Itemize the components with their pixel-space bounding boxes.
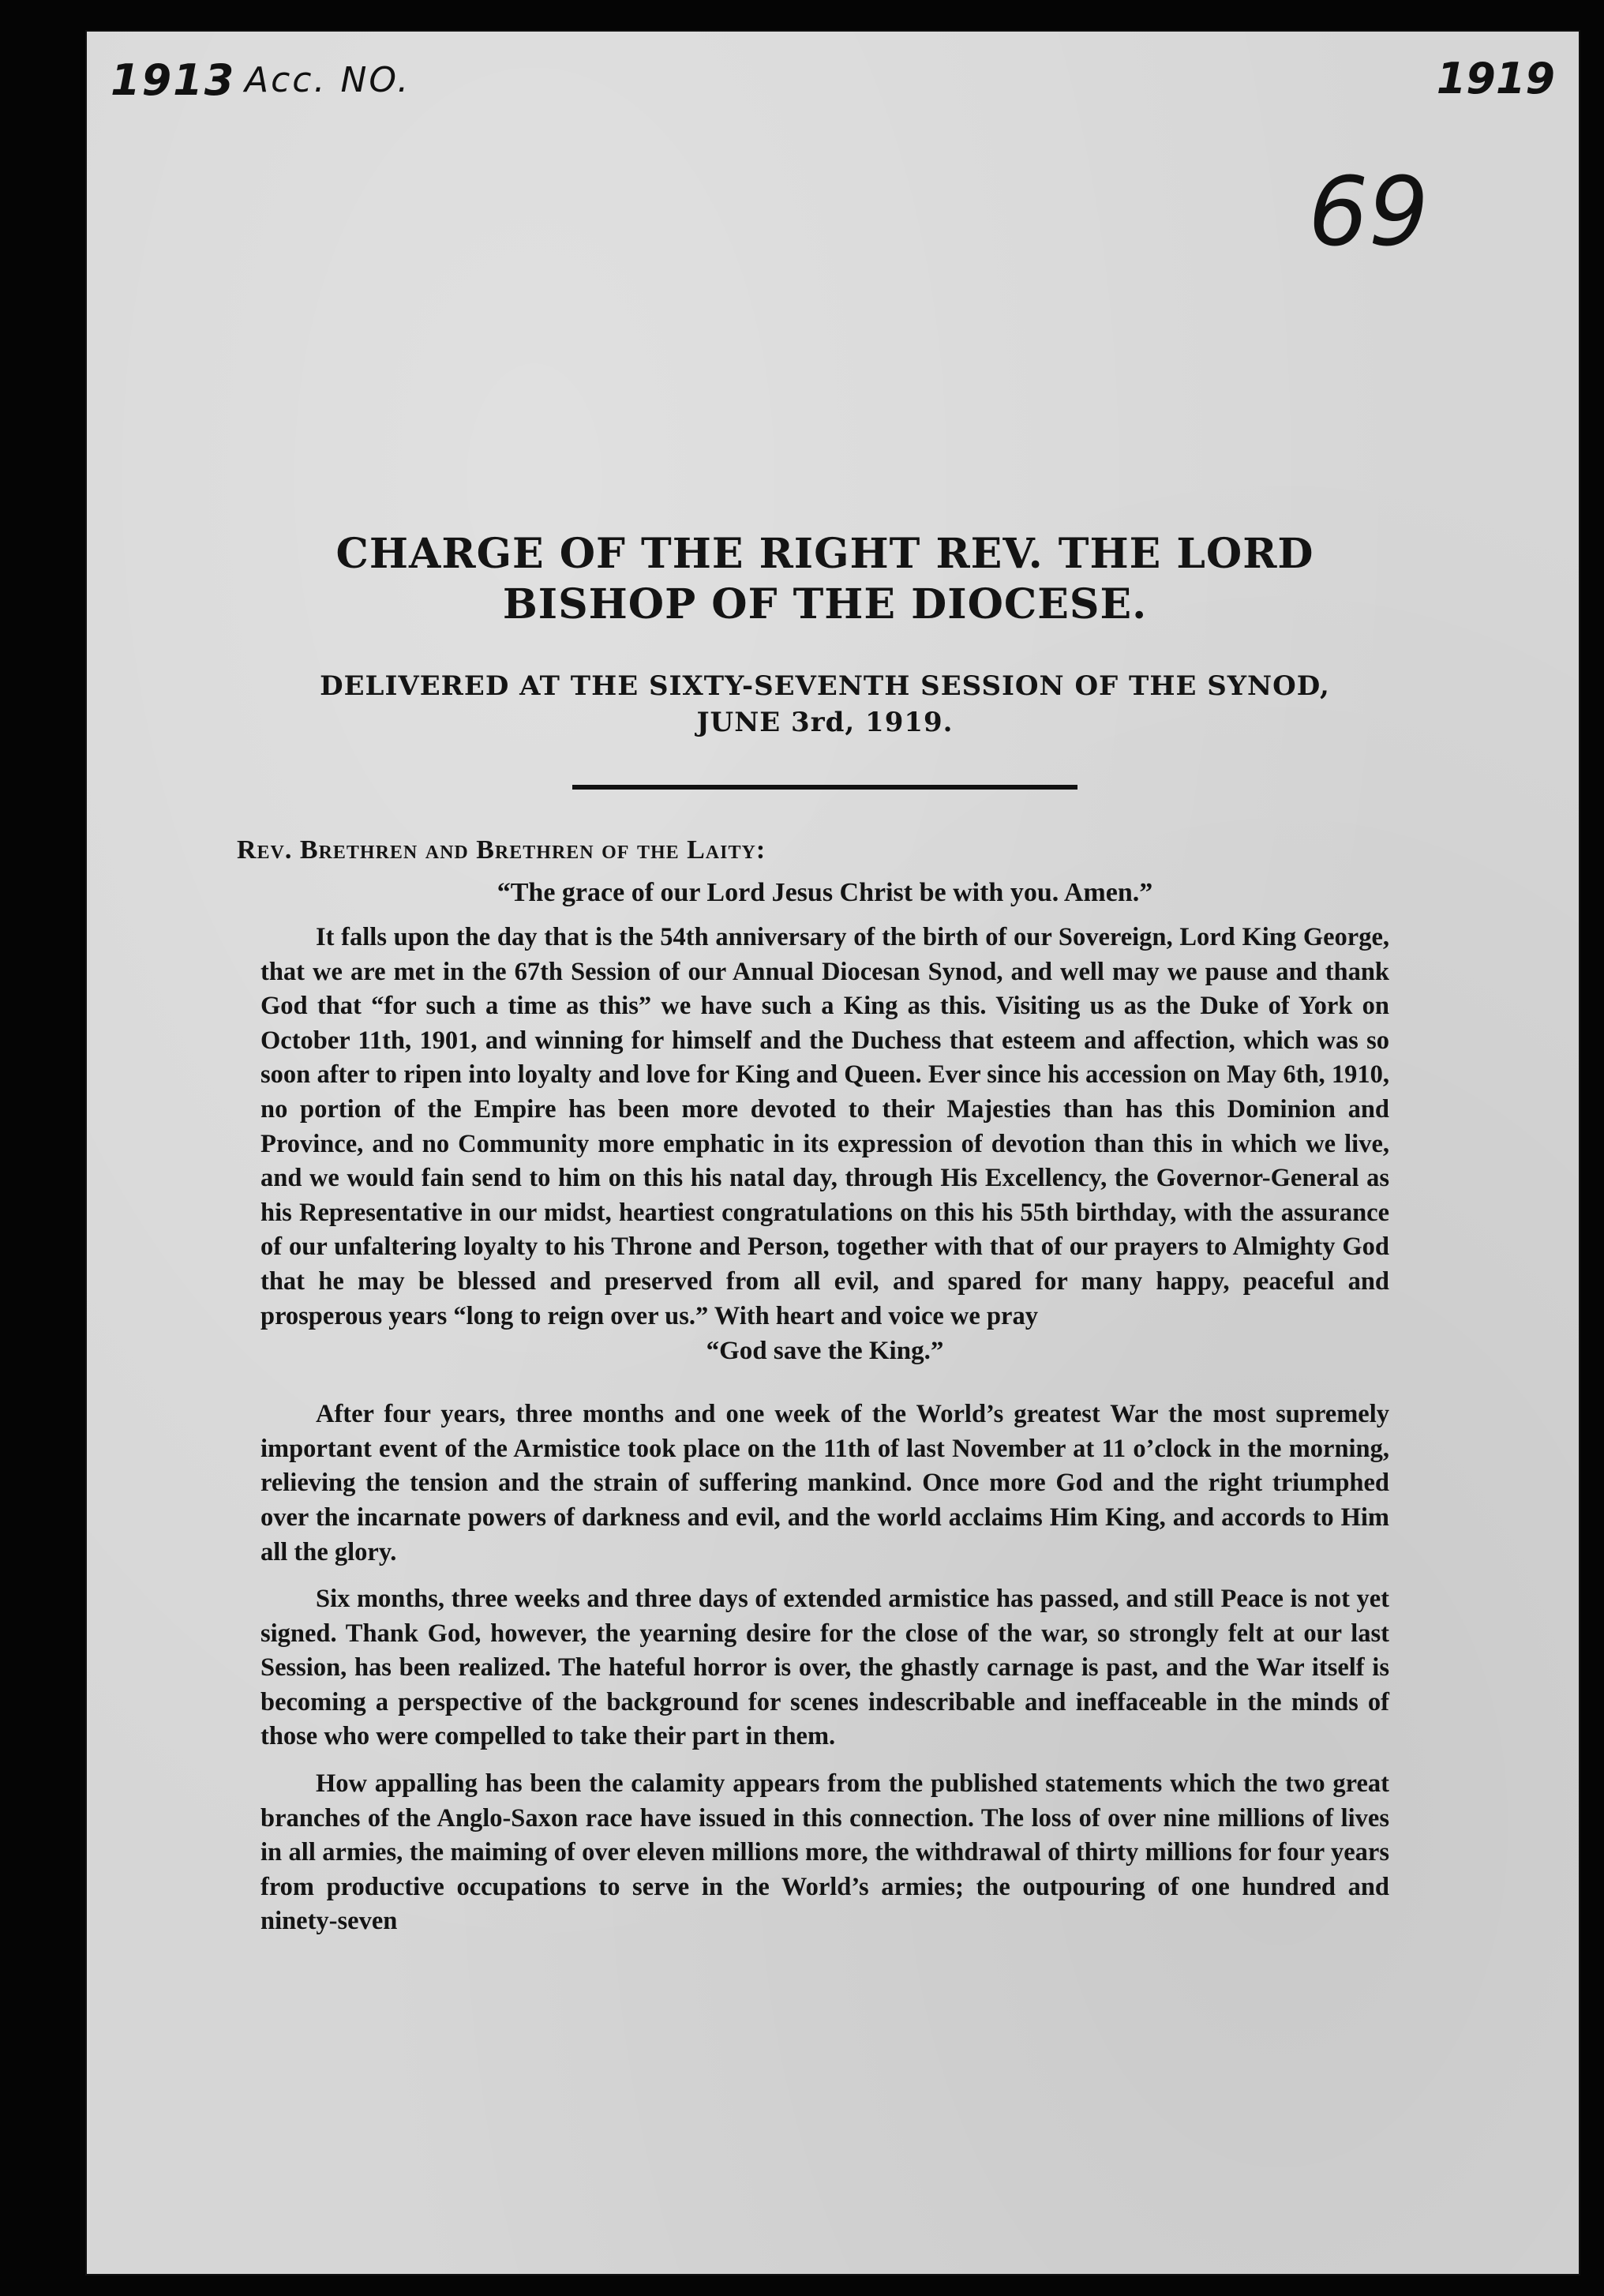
- document-page: [87, 32, 1579, 2274]
- handwritten-year-right: 1919: [1436, 54, 1555, 103]
- title-line-1: CHARGE OF THE RIGHT REV. THE LORD: [335, 530, 1314, 578]
- paragraph-4: How appalling has been the calamity appears from the published statements which the two great branches of the Anglo-Saxon race have issued in this connection. The loss of over nine millions of lives in all armies, the maiming of over eleven millions more, the withdrawal of thirty millions for four years from productive occupations to serve in the World’s armies; the outpouring of one hundred and ninety-seven: [260, 1769, 1389, 1936]
- paragraph-1: It falls upon the day that is the 54th anniversary of the birth of our Sovereign, Lord King George, that we are met in the 67th Session of our Annual Diocesan Synod, and well may we pause and thank God that “for such a time as this” we have such a King as this. Visiting us as the Duke of York on October 11th, 1901, and winning for himself and the Duchess that esteem and affection, which was so soon after to ripen into loyalty and love for King and Queen. Ever since his accession on May 6th, 1910, no portion of the Empire has been more devoted to their Majesties than has this Dominion and Province, and no Community more emphatic in its expression of devotion than this in which we live, and we would fain send to him on this his natal day, through His Excellency, the Governor-General as his Representative in our midst, heartiest congratulations on this his 55th birthday, with the assurance of our unfaltering loyalty to his Throne and Person, together with that of our prayers to Almighty God that he may be blessed and preserved from all evil, and spared for many happy, peaceful and prosperous years “long to reign over us.” With heart and voice we pray: [260, 923, 1389, 1330]
- title-line-2: BISHOP OF THE DIOCESE.: [502, 580, 1148, 628]
- paragraph-3: Six months, three weeks and three days of extended armistice has passed, and still Peace is not yet signed. Thank God, however, the yearning desire for the close of the war, so strongly felt at our last Session, has been realized. The hateful horror is over, the ghastly carnage is past, and the War itself is becoming a perspective of the background for scenes indescribable and ineffaceable in the minds of those who were compelled to take their part in them.: [260, 1585, 1389, 1751]
- title-divider: [572, 785, 1077, 790]
- paragraph-2: After four years, three months and one week of the World’s greatest War the most supremely important event of the Armistice took place on the 11th of last November at 11 o’clock in the morning, relieving the tension and the strain of suffering mankind. Once more God and the right triumphed over the incarnate powers of darkness and evil, and the world acclaims Him King, and accords to Him all the glory.: [260, 1400, 1389, 1566]
- document-body: [237, 529, 1389, 1939]
- handwritten-acc-label: Acc. NO.: [245, 60, 411, 100]
- document-title: [260, 529, 1389, 630]
- handwritten-number-left: 1913: [111, 55, 236, 105]
- salutation: Rev. Brethren and Brethren of the Laity:: [237, 835, 766, 865]
- handwritten-folio-number: 69: [1308, 158, 1429, 268]
- opening-greeting: “The grace of our Lord Jesus Christ be with you. Amen.”: [497, 878, 1153, 907]
- document-subtitle: DELIVERED AT THE SIXTY-SEVENTH SESSION OF THE SYNOD, JUNE 3rd, 1919.: [320, 670, 1330, 738]
- prayer-line: “God save the King.”: [706, 1337, 944, 1366]
